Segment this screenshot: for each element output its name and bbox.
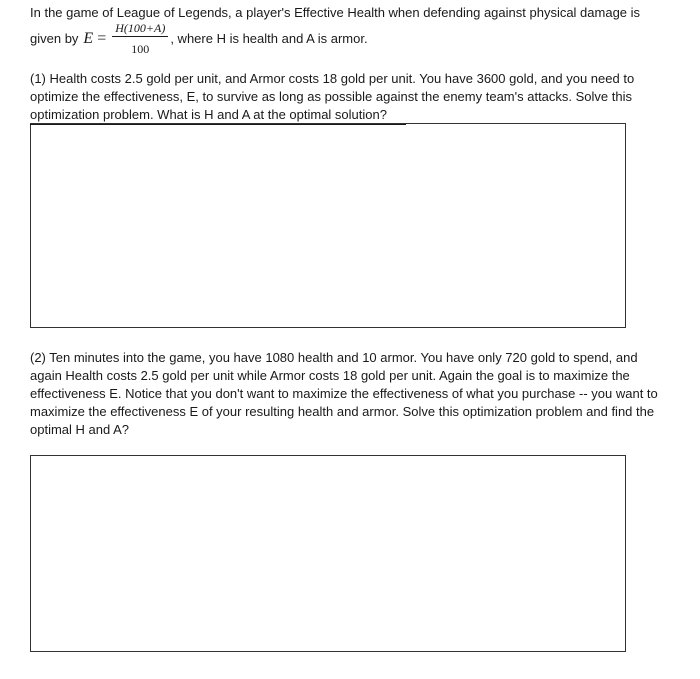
question-2-text: (2) Ten minutes into the game, you have 1080 health and 10 armor. You have only 720 gold to spend, and again Health costs 2.5 gold per unit while Armor costs 18 gold per unit. Again the goal is to maximize the effectiveness E. Notice that you don't want to maximize the effectiveness of what you purchase -- you want to maximize the effectiveness E of your resulting health and armor. Solve this optimization problem and find the optimal H and A? (30, 350, 658, 437)
formula-denominator: 100 (131, 42, 150, 56)
formula-numerator: H(100+A) (112, 21, 168, 37)
question-1-underline (30, 124, 406, 125)
given-by-text: given by (30, 31, 79, 46)
answer-box-2[interactable] (30, 455, 626, 652)
formula-fraction (112, 21, 168, 57)
formula-line (30, 21, 670, 57)
answer-box-1[interactable] (30, 123, 626, 328)
formula-variable-e: E (83, 30, 94, 47)
formula-equals: = (97, 30, 107, 47)
formula-description: , where H is health and A is armor. (170, 31, 368, 46)
question-1-text: (1) Health costs 2.5 gold per unit, and Armor costs 18 gold per unit. You have 3600 gold, and you need to optimize the effectiveness, E, to survive as long as possible against the enemy team's attacks. Solve this optimization problem. What is H and A at the optimal solution? (30, 71, 635, 122)
intro-text-line1: In the game of League of Legends, a player's Effective Health when defending against physical damage is (30, 5, 641, 20)
